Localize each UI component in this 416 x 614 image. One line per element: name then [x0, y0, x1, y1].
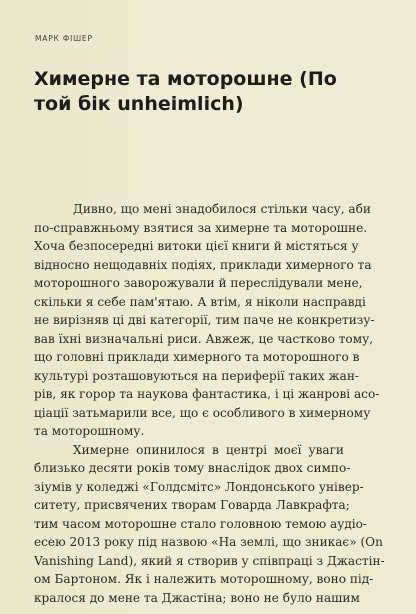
text-line: ом Бартоном. Як і належить моторошному, воно під- [34, 572, 374, 586]
text-line: ситету, присвячених творам Говарда Лавкрафта; [34, 498, 350, 512]
text-line: відносно нещодавніх подіях, приклади химерного та [34, 257, 372, 272]
running-head: МАРК ФІШЕР [35, 34, 93, 43]
text-line: есею 2013 року під назвою «На землі, що зникає» (On [34, 535, 383, 549]
text-line: не вирізняв ці дві категорії, тим паче не конкретизу- [34, 313, 375, 327]
text-line: Хоча безпосередні витоки цієї книги й містяться у [34, 239, 359, 253]
text-line: та моторошному. [34, 424, 145, 438]
chapter-title-line-2: той бік unheimlich) [34, 93, 244, 115]
text-line: моторошного заворожували й переслідували мене, [34, 276, 363, 290]
text-line: кралося до мене та Джастіна; воно не було нашим [34, 590, 360, 605]
text-line: Vanishing Land), який я створив у співпраці з Джастін- [34, 553, 385, 568]
body-text [34, 200, 385, 607]
text-line: рів, як горор та наукова фантастика, і ці жанрові асо- [34, 387, 380, 401]
paragraph-2 [34, 441, 385, 608]
text-line: близько десяти років тому внаслідок двох симпо- [34, 461, 351, 475]
text-line: скільки я себе пам'ятаю. А втім, я ніколи насправді [34, 294, 366, 309]
text-line: Дивно, що мені знадобилося стільки часу, аби [73, 202, 371, 216]
paragraph-1 [34, 200, 380, 441]
text-line: по-справжньому взятися за химерне та моторошне. [34, 220, 368, 235]
text-line: ціації затьмарили все, що є особливого в химерному [34, 405, 371, 420]
text-line: зіумів у коледжі «Голдсмітс» Лондонського універ- [34, 479, 364, 494]
text-line: культурі розташовуються на периферії таких жан- [34, 368, 359, 383]
chapter-title-line-1: Химерне та моторошне (По [34, 68, 337, 90]
text-line: тим часом моторошне стало головною темою аудіо- [34, 516, 368, 531]
text-line: вав їхні визначальні риси. Авжеж, це частково тому, [34, 331, 374, 346]
text-line: Химерне опинилося в центрі моєї уваги [73, 442, 344, 457]
text-line: що головні приклади химерного та моторошного в [34, 350, 360, 364]
chapter-title [34, 67, 364, 117]
